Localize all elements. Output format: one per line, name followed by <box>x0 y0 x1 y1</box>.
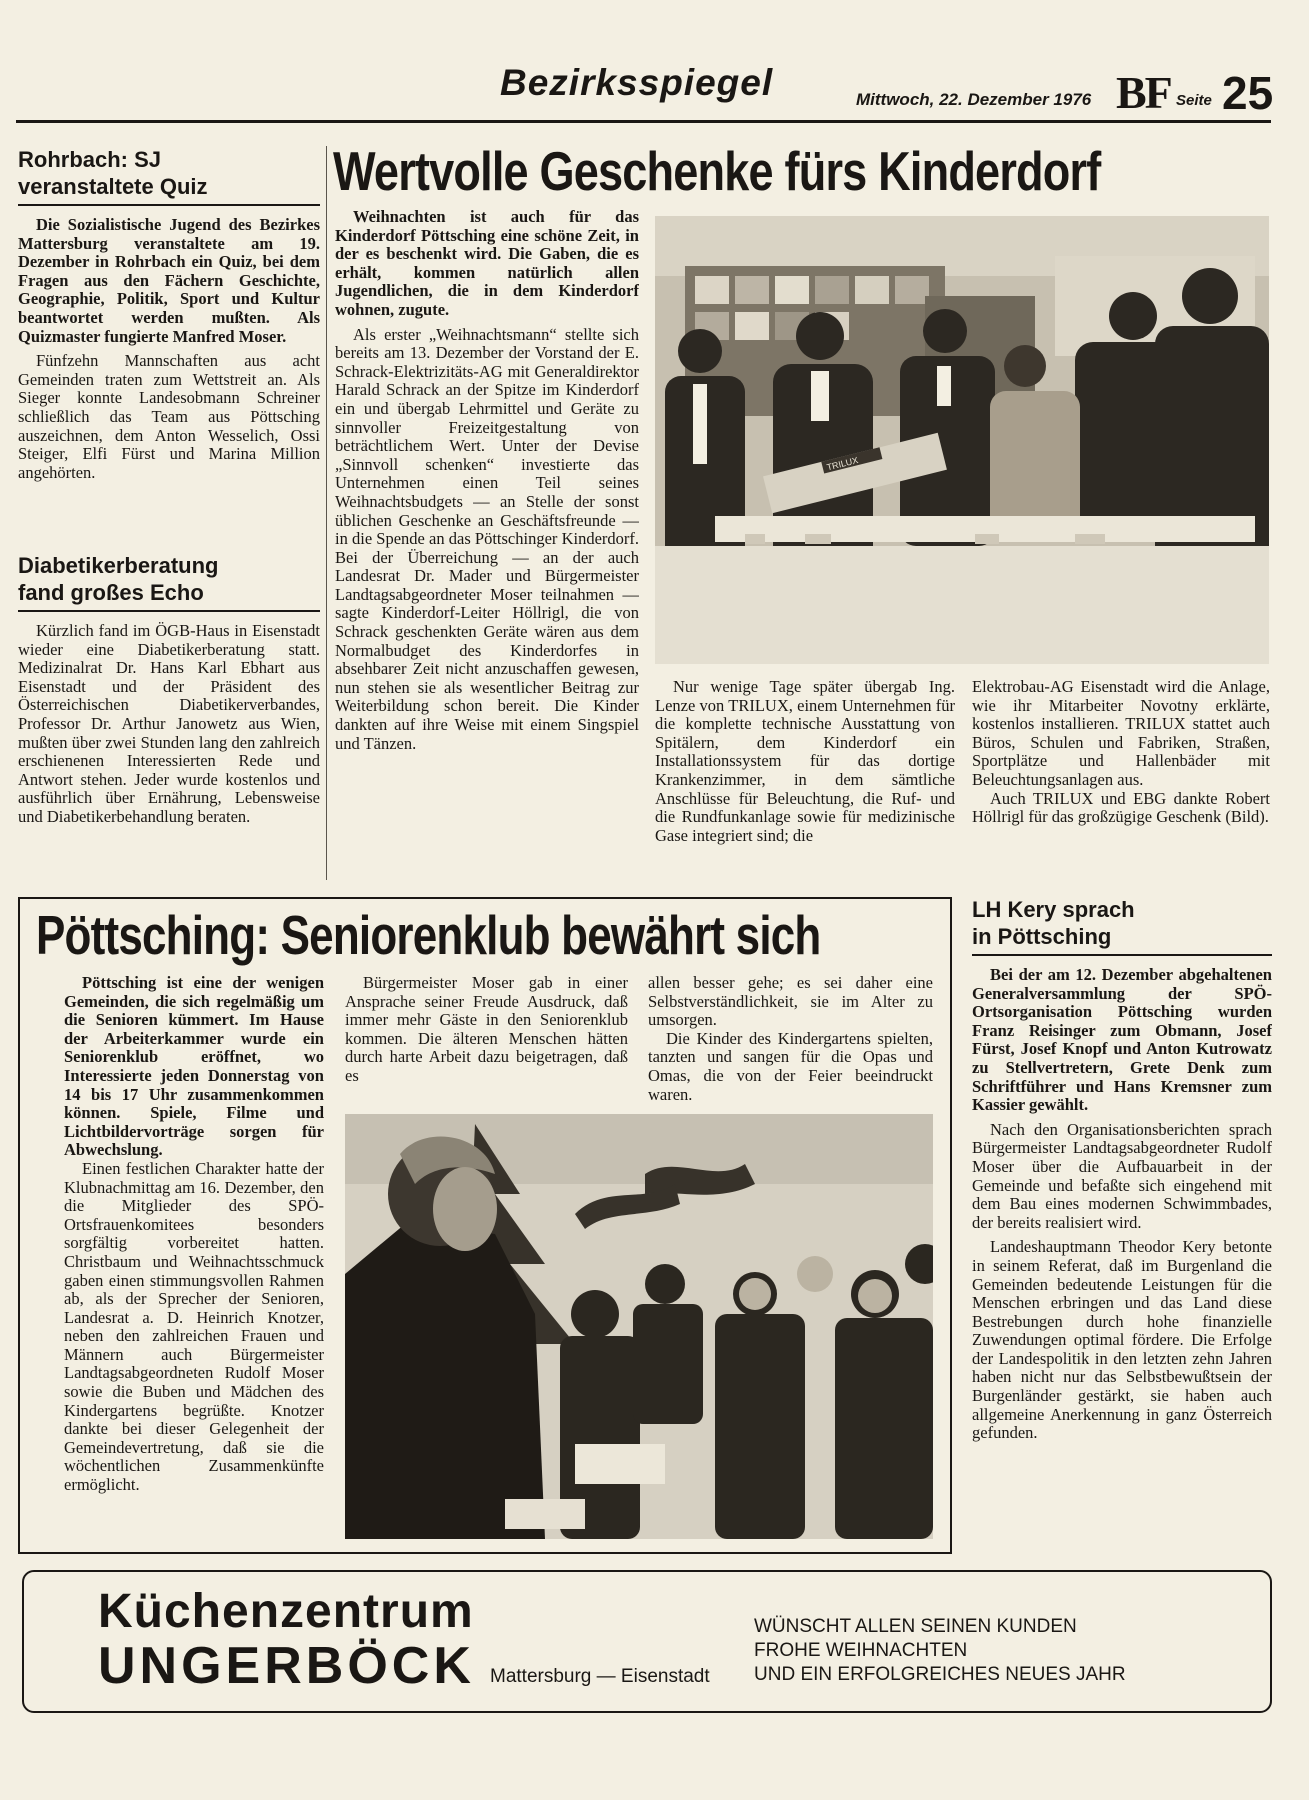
rohrbach-rule <box>18 204 320 206</box>
senioren-column-2 <box>345 974 628 1106</box>
kinderdorf-photo-illustration <box>655 216 1269 664</box>
header-rule <box>16 120 1271 123</box>
kery-headline <box>972 896 1272 950</box>
kinderdorf-body-3: Elektrobau-AG Eisenstadt wird die Anlage, wie ihr Mitarbeiter Novotny erklärte, kostenlos installieren. TRILUX stattet auch Büros, Schulen und Fabriken, Straßen, Sportplätze und Hallenbäder mit Beleuchtungsanlagen aus. <box>972 678 1270 789</box>
kinderdorf-body-2: Nur wenige Tage später übergab Ing. Lenze von TRILUX, einem Unternehmen für die komplette technische Ausstattung von Spitälern, dem Kinderdorf ein Installationssystem für das dortige Krankenzimmer, in dem sämtliche Anschlüsse für Beleuchtung, die Ruf- und die Rundfunkanlage sowie für medizinische Gase integriert sind; die <box>655 678 955 845</box>
rohrbach-headline-line1: Rohrbach: SJ <box>18 147 162 172</box>
section-title: Bezirksspiegel <box>500 62 774 103</box>
page-number: 25 <box>1222 67 1274 119</box>
kinderdorf-column-1 <box>335 208 639 884</box>
ad-box <box>22 1570 1272 1713</box>
rohrbach-lead: Die Sozialistische Jugend des Bezirkes Mattersburg veranstaltete am 19. Dezember in Rohrbach ein Quiz, bei dem Fragen aus den Fächern Geschichte, Geographie, Politik, Sport und Kultur beantwortet werden mußten. Als Quizmaster fungierte Manfred Moser. <box>18 215 320 346</box>
kinderdorf-photo-label: TRILUX <box>825 455 860 473</box>
kinderdorf-column-2 <box>655 678 955 882</box>
ad-greeting-2: FROHE WEIHNACHTEN <box>754 1640 968 1661</box>
ad-greeting-1: WÜNSCHT ALLEN SEINEN KUNDEN <box>754 1616 1077 1637</box>
diabetes-rule <box>18 610 320 612</box>
issue-date: Mittwoch, 22. Dezember 1976 <box>856 90 1092 109</box>
senioren-headline: Pöttsching: Seniorenklub bewährt sich <box>36 904 821 966</box>
senioren-column-1 <box>64 974 324 1544</box>
kery-headline-line1: LH Kery sprach <box>972 897 1135 922</box>
kery-lead: Bei der am 12. Dezember abgehaltenen Generalversammlung der SPÖ-Ortsorganisation Pöttsching wurden Franz Reisinger zum Obmann, Josef Fürst, Josef Knopf und Anton Kutrowatz zu Stellvertretern, Grete Denk zum Schriftführer und Hans Kremsner zum Kassier gewählt. <box>972 965 1272 1115</box>
ad-title-line2: UNGERBÖCK <box>98 1637 475 1695</box>
diabetes-headline-line1: Diabetikerberatung <box>18 553 219 578</box>
article-rohrbach <box>18 146 320 534</box>
article-diabetes <box>18 552 320 882</box>
kery-rule <box>972 954 1272 956</box>
kinderdorf-headline: Wertvolle Geschenke fürs Kinderdorf <box>333 140 1101 202</box>
ad-title-line1: Küchenzentrum <box>98 1585 474 1638</box>
kinderdorf-lead: Weihnachten ist auch für das Kinderdorf Pöttsching eine schöne Zeit, in der es beschenkt wird. Die Gaben, die es erhält, kommen natürlich allen Jugendlichen, die in dem Kinderdorf wohnen, zugute. <box>335 208 639 319</box>
kery-body-1: Nach den Organisationsberichten sprach Bürgermeister Landtagsabgeordneter Rudolf Moser über die Aufbauarbeit in der Gemeinde und befaßte sich eingehend mit dem Bau eines modernen Schwimmbades, der bereits realisiert wird. <box>972 1119 1272 1232</box>
page-header <box>0 0 1309 130</box>
senioren-body-3: allen besser gehe; es sei daher eine Selbstverständlichkeit, sie im Alter zu umsorgen. <box>648 974 933 1030</box>
rohrbach-headline-line2: veranstaltete Quiz <box>18 174 208 199</box>
kery-body-2: Landeshauptmann Theodor Kery betonte in seinem Referat, daß im Burgenland die Gemeinden bedeutende Leistungen für die Menschen erbringen und das Land diese Bestrebungen durch hohe finanzielle Zuwendungen optimal fördere. Die Erfolge der Landespolitik in den letzten zehn Jahren haben nicht nur das Selbstbewußtsein der Burgenländer gestärkt, sie haben auch allgemeine Anerkennung in ganz Österreich gefunden. <box>972 1237 1272 1443</box>
diabetes-body: Kürzlich fand im ÖGB-Haus in Eisenstadt wieder eine Diabetikerberatung statt. Medizinalrat Dr. Hans Karl Ebhart aus Eisenstadt und der Präsident des Österreichischen Diabetikerverbandes, Professor Dr. Arthur Janowetz aus Wien, mußten über zwei Stunden lang den zahlreich erschienenen Interessierten Rede und Antwort stehen. Jeder wurde kostenlos und ausführlich über Ernährung, Lebensweise und Diabetikerbehandlung beraten. <box>18 621 320 826</box>
senioren-photo-illustration <box>345 1114 933 1539</box>
senioren-column-3 <box>648 974 933 1106</box>
kinderdorf-photo <box>655 216 1269 664</box>
column-divider <box>326 146 327 880</box>
diabetes-headline-line2: fand großes Echo <box>18 580 204 605</box>
kinderdorf-body-4: Auch TRILUX und EBG dankte Robert Höllrigl für das großzügige Geschenk (Bild). <box>972 788 1270 827</box>
kinderdorf-body-1: Als erster „Weihnachtsmann“ stellte sich bereits am 13. Dezember der Vorstand der E. Schrack-Elektrizitäts-AG mit Generaldirektor Harald Schrack an der Spitze im Kinderdorf ein und übergab Lehrmittel und Geräte zu sinnvoller Freizeitgestaltung von beträchtlichem Wert. Unter der Devise „Sinnvoll schenken“ investierte das Unternehmen einen Teil seines Weihnachtsbudgets — an Stelle der sonst üblichen Geschenke an Geschäftsfreunde — in die Spende an das Pöttschinger Kinderdorf. Bei der Überreichung — an der auch Landesrat Dr. Mader und Bürgermeister Landtagsabgeordneter Moser teilnahmen — sagte Kinderdorf-Leiter Höllrigl, die von Schrack geschenkten Geräte wären aus dem Normalbudget des Kinderdorfes in absehbarer Zeit nicht anzuschaffen gewesen, nun stehen sie als wesentlicher Beitrag zur Weiterbildung schon bereit. Die Kinder dankten auf ihre Weise mit einem Singspiel und Tänzen. <box>335 324 639 753</box>
kery-headline-line2: in Pöttsching <box>972 924 1112 949</box>
senioren-body-4: Die Kinder des Kindergartens spielten, tanzten und sangen für die Opas und Omas, die von der Feier beeindruckt waren. <box>648 1028 933 1104</box>
diabetes-headline <box>18 552 320 606</box>
page-label: Seite <box>1176 92 1212 109</box>
rohrbach-headline <box>18 146 320 200</box>
ad-locations: Mattersburg — Eisenstadt <box>490 1666 710 1687</box>
senioren-photo <box>345 1114 933 1539</box>
ad-greeting-3: UND EIN ERFOLGREICHES NEUES JAHR <box>754 1664 1126 1685</box>
senioren-body-1: Einen festlichen Charakter hatte der Klubnachmittag am 16. Dezember, den die Mitglieder des SPÖ-Ortsfrauenkomitees besonders sorgfältig vorbereitet hatten. Christbaum und Weihnachtsschmuck gaben einen stimmungsvollen Rahmen ab, als der Sprecher der Senioren, Landesrat a. D. Heinrich Knotzer, neben den zahlreichen Frauen und Männern auch Bürgermeister Landtagsabgeordneten Rudolf Moser sowie die Buben und Mädchen des Kindergartens begrüßte. Knotzer dankte bei dieser Gelegenheit der Gemeindevertretung, daß sie die wöchentlichen Zusammenkünfte ermöglicht. <box>64 1158 324 1495</box>
kinderdorf-column-3 <box>972 678 1270 882</box>
masthead-logo: BF <box>1116 67 1171 118</box>
article-kery <box>972 896 1272 1560</box>
rohrbach-body: Fünfzehn Mannschaften aus acht Gemeinden traten zum Wettstreit an. Als Sieger konnte Landesobmann Schreiner schließlich das Team aus Pöttsching auszeichnen, dem Anton Wesselich, Ossi Steiger, Elfi Fürst und Marina Million angehörten. <box>18 351 320 482</box>
senioren-body-2: Bürgermeister Moser gab in einer Ansprache seiner Freude Ausdruck, daß immer mehr Gäste in den Seniorenklub kommen. Die älteren Menschen hätten durch harte Arbeit dazu beigetragen, daß es <box>345 974 628 1085</box>
senioren-lead: Pöttsching ist eine der wenigen Gemeinden, die sich regelmäßig um die Senioren kümmert. Im Hause der Arbeiterkammer wurde ein Seniorenklub eröffnet, wo Interessierte jeden Donnerstag von 14 bis 17 Uhr zusammenkommen können. Spiele, Filme und Lichtbildervorträge sorgen für Abwechslung. <box>64 974 324 1160</box>
